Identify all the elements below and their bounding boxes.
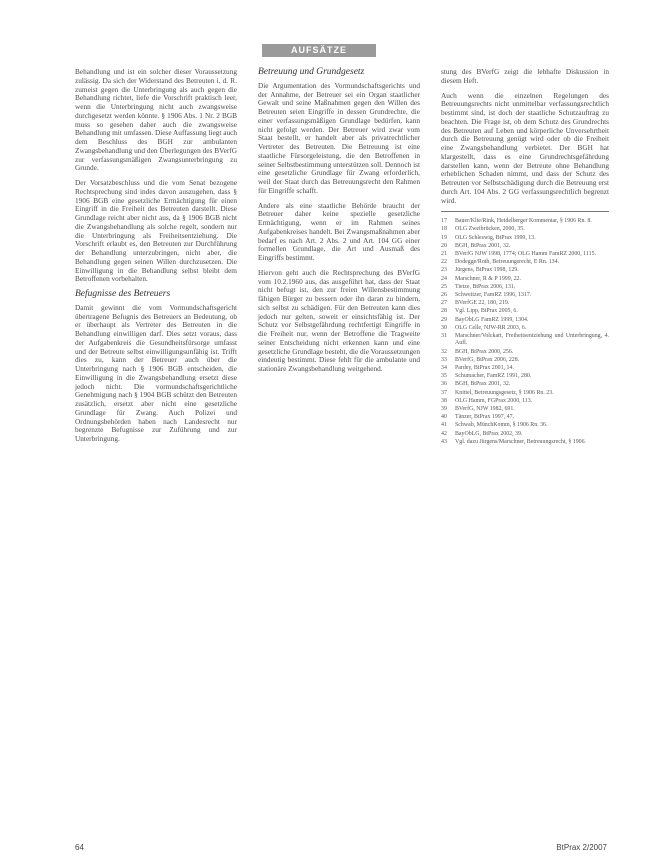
paragraph: Der Vorsatzbeschluss und die vom Senat bezogene Rechtsprechung sind indes davon auszugehen, dass § 1906 BGB eine gesetzliche Ermächtigung für einen Eingriff in die Freiheit des Betreuten darstellt. Diese Grundlage reicht aber nicht aus, da § 1906 BGB nicht die Zwangsbehandlung als solche regelt, sondern nur die Unterbringung als Freiheitsentziehung. Die Vorschrift erlaubt es, den Betreuten zur Durchführung der Behandlung unterzubringen, nicht aber, die Behandlung gegen seinen Willen durchzusetzen. Die Einwilligung in die Behandlung selbst bleibt dem Betroffenen vorbehalten.: [75, 178, 237, 284]
footnote: [441, 381, 609, 388]
section-heading: Betreuung und Grundgesetz: [258, 67, 365, 77]
footnote-text: Schwab, MünchKomm, § 1906 Rn. 36.: [455, 422, 548, 429]
footnote: [441, 226, 609, 233]
footnote: [441, 398, 609, 405]
footnote-number: 19: [441, 234, 447, 241]
footnote-number: 26: [441, 292, 447, 299]
footnote: [441, 431, 609, 438]
footnote-number: 18: [441, 226, 447, 233]
footnote-number: 29: [441, 316, 447, 323]
section-label: AUFSÄTZE: [262, 44, 376, 57]
footnote: [441, 373, 609, 380]
footnote: [441, 317, 609, 324]
footnote-text: Vgl. dazu Jürgens/Marschner, Betreuungsrecht, § 1906.: [455, 438, 587, 445]
footnote-text: BGH, BtPrax 2001, 32.: [455, 242, 511, 249]
footnote-text: BVerfG NJW 1998, 1774; OLG Hamm FamRZ 2000, 1115.: [455, 251, 596, 258]
footnote-text: BVerfG, NJW 1982, 691.: [455, 405, 515, 412]
footnote-text: Marschner/Volckart, Freiheitsentziehung und Unterbringung, 4. Aufl.: [455, 333, 609, 347]
footnote-number: 42: [441, 430, 447, 437]
journal-reference: BtPrax 2/2007: [556, 843, 607, 852]
footnote: [441, 390, 609, 397]
footnote-text: Tänzer, BtPrax 1997, 47.: [455, 414, 514, 421]
footnote: [441, 300, 609, 307]
paragraph: Damit gewinnt die vom Vormundschaftsgericht übertragene Befugnis des Betreuers an Bedeutung, ob er überhaupt als Vertreter des Betreuten in die Behandlung einwilligen darf. Dies setzt voraus, dass der Aufgabenkreis die Gesundheitsfürsorge umfasst und der Betreute selbst einwilligungsunfähig ist. Trifft dies zu, kann der Betreuer auch über die Unterbringung nach § 1906 BGB entscheiden, die Einwilligung in die Zwangsbehandlung ersetzt diese jedoch nicht. Die vormundschaftsgerichtliche Genehmigung nach § 1904 BGB schützt den Betreuten zusätzlich, ersetzt aber nicht eine gesetzliche Grundlage für Zwang. Auch Polizei und Ordnungsbehörden haben nach Landesrecht nur begrenzte Befugnisse zur Zuführung und zur Unterbringung.: [75, 302, 237, 443]
footnote-text: BGH, BtPrax 2001, 32.: [455, 381, 511, 388]
column-2: [258, 68, 420, 380]
footnote-text: OLG Schleswig, BtPrax 1999, 13.: [455, 234, 536, 241]
footnote-number: 38: [441, 397, 447, 404]
footnote: [441, 439, 609, 446]
footnote: [441, 349, 609, 356]
footnote-text: OLG Celle, NJW-RR 2003, 6.: [455, 324, 527, 331]
footnote-number: 23: [441, 267, 447, 274]
footnote: [441, 325, 609, 332]
footnote: [441, 365, 609, 372]
footnote-text: BGH, BtPrax 2000, 256.: [455, 348, 514, 355]
paragraph: Hiervon geht auch die Rechtsprechung des BVerfG vom 10.2.1960 aus, das ausgeführt hat, dass der Staat nicht befugt ist, den zur freien Willensbestimmung fähigen Bürger zu bessern oder ihn daran zu hindern, sich selbst zu schädigen. Für den Betreuten kann dies jedoch nur gelten, soweit er einsichtsfähig ist. Der Schutz vor Selbstgefährdung rechtfertigt Eingriffe in die Freiheit nur, wenn der Betroffene die Tragweite seiner Entscheidung nicht erkennen kann und eine gesetzliche Grundlage besteht, die die Voraussetzungen eindeutig bestimmt. Diese fehlt für die ambulante und stationäre Zwangsbehandlung weitgehend.: [258, 267, 420, 373]
paragraph: Behandlung und ist ein solcher dieser Voraussetzung zulässig. Da sich der Widerstand des Betreuten i. d. R. zumeist gegen die Unterbringung als auch gegen die Behandlung richtet, liefe die Vorschrift praktisch leer, wenn die Unterbringung nicht auch zwangsweise durchgesetzt werden könnte. § 1906 Abs. 1 Nr. 2 BGB muss so gesehen daher auch die zwangsweise Behandlung mit umfassen. Diese Auffassung liegt auch dem Beschluss des BGH zur ambulanten Zwangsbehandlung und den Überlegungen des BVerfG zur verfassungsmäßigen Zwangsunterbringung zu Grunde.: [75, 67, 237, 173]
footnote-number: 20: [441, 242, 447, 249]
footnote-divider: [441, 211, 609, 212]
footnote-number: 43: [441, 438, 447, 445]
footnote-text: Marschner, R & P 1999, 22.: [455, 275, 521, 282]
footnote: [441, 308, 609, 315]
footnote-number: 24: [441, 275, 447, 282]
footnote-number: 28: [441, 308, 447, 315]
column-3: [441, 68, 609, 447]
footnote: [441, 276, 609, 283]
footnote-number: 17: [441, 218, 447, 225]
footnote-text: BVerfG, BtPrax 2006, 228.: [455, 356, 520, 363]
footnote-number: 41: [441, 422, 447, 429]
footnote-number: 33: [441, 356, 447, 363]
footnote-text: Bauer/Klie/Rink, Heidelberger Kommentar, § 1906 Rn. 8.: [455, 218, 592, 225]
footnote-number: 21: [441, 251, 447, 258]
footnote-number: 22: [441, 259, 447, 266]
footnote-number: 34: [441, 364, 447, 371]
footnote-text: BayObLG, BtPrax 2002, 39.: [455, 430, 523, 437]
footnote-number: 39: [441, 405, 447, 412]
footnote: [441, 357, 609, 364]
column-1: [75, 68, 237, 450]
footnote-number: 31: [441, 333, 447, 340]
footnote: [441, 284, 609, 291]
footnote-number: 27: [441, 300, 447, 307]
footnote-text: Vgl. Lipp, BtPrax 2005, 6.: [455, 308, 518, 315]
footnote-number: 25: [441, 283, 447, 290]
footnote-number: 30: [441, 324, 447, 331]
section-heading: Befugnisse des Betreuers: [75, 289, 171, 299]
footnote: [441, 218, 609, 225]
footnote-text: Dodegge/Roth, Betreuungsrecht, E Rn. 134.: [455, 259, 560, 266]
footnote: [441, 414, 609, 421]
footnote-list: [441, 218, 609, 446]
footnote-number: 35: [441, 373, 447, 380]
footnote-number: 37: [441, 389, 447, 396]
footnote-text: Tietze, BtPrax 2006, 131.: [455, 283, 516, 290]
footnote: [441, 333, 609, 347]
footnote: [441, 259, 609, 266]
footnote: [441, 422, 609, 429]
footnote-number: 40: [441, 414, 447, 421]
footnote: [441, 235, 609, 242]
page-number: 64: [75, 843, 84, 852]
paragraph: Andere als eine staatliche Behörde braucht der Betreuer daher keine spezielle gesetzliche Ermächtigung, wenn er im Rahmen seines Aufgabenkreises handelt. Bei Zwangsmaßnahmen aber bedarf es nach Art. 2 Abs. 2 und Art. 104 GG einer formellen Grundlage, die Art und Ausmaß des Eingriffs bestimmt.: [258, 200, 420, 262]
footnote-text: BayObLG FamRZ 1999, 1304.: [455, 316, 529, 323]
footnote-number: 36: [441, 381, 447, 388]
paragraph: Auch wenn die einzelnen Regelungen des Betreuungsrechts nicht unmittelbar verfassungsrechtlich bestimmt sind, ist doch der staatliche Schutzauftrag zu beachten. Die Frage ist, ob dem Schutz des Grundrechts des Betreuten auf Leben und körperliche Unversehrtheit durch die Betreuung genügt wird oder ob die Freiheit eine Zwangsbehandlung verbietet. Der BGH hat klargestellt, dass es eine Grundrechtsgefährdung darstellen kann, wenn der Betreute ohne Behandlung erheblichen Schaden nimmt, und dass der Schutz des Betreuten vor Selbstschädigung durch die Betreuung erst durch Art. 104 Abs. 2 GG verfassungsrechtlich begrenzt wird.: [441, 90, 609, 205]
footnote-text: Jürgens, BtPrax 1998, 129.: [455, 267, 519, 274]
paragraph: Die Argumentation des Vormundschaftsgerichts und der Annahme, der Betreuer sei ein Organ staatlicher Gewalt und seine Maßnahmen gegen den Willen des Betreuten seien Eingriffe in dessen Grundrechte, die einer verfassungsmäßigen Grundlage bedürfen, kann nicht gefolgt werden. Der Betreuer wird zwar vom Staat bestellt, er handelt aber als privatrechtlicher Vertreter des Betreuten. Die Betreuung ist eine staatliche Fürsorgeleistung, die den Betroffenen in seiner Selbstbestimmung unterstützen soll. Dennoch ist eine gesetzliche Grundlage für Zwang erforderlich, weil der Staat durch das Betreuungsrecht den Rahmen für Eingriffe schafft.: [258, 80, 420, 195]
footnote-number: 32: [441, 348, 447, 355]
footnote: [441, 243, 609, 250]
footnote-text: BVerfGE 22, 180, 219.: [455, 300, 510, 307]
footnote-text: Pardey, BtPrax 2001, 14.: [455, 364, 514, 371]
footnote-text: Schumacher, FamRZ 1991, 280.: [455, 373, 532, 380]
footnote: [441, 251, 609, 258]
footnote: [441, 292, 609, 299]
paragraph: stung des BVerfG zeigt die lebhafte Diskussion in diesem Heft.: [441, 67, 609, 85]
footnote: [441, 406, 609, 413]
footnote: [441, 267, 609, 274]
footnote-text: OLG Zweibrücken, 2000, 35.: [455, 226, 525, 233]
footnote-text: OLG Hamm, FGPrax 2000, 113.: [455, 397, 533, 404]
footnote-text: Schweitzer, FamRZ 1996, 1317.: [455, 292, 532, 299]
footnote-text: Knittel, Betreuungsgesetz, § 1906 Rn. 23.: [455, 389, 554, 396]
